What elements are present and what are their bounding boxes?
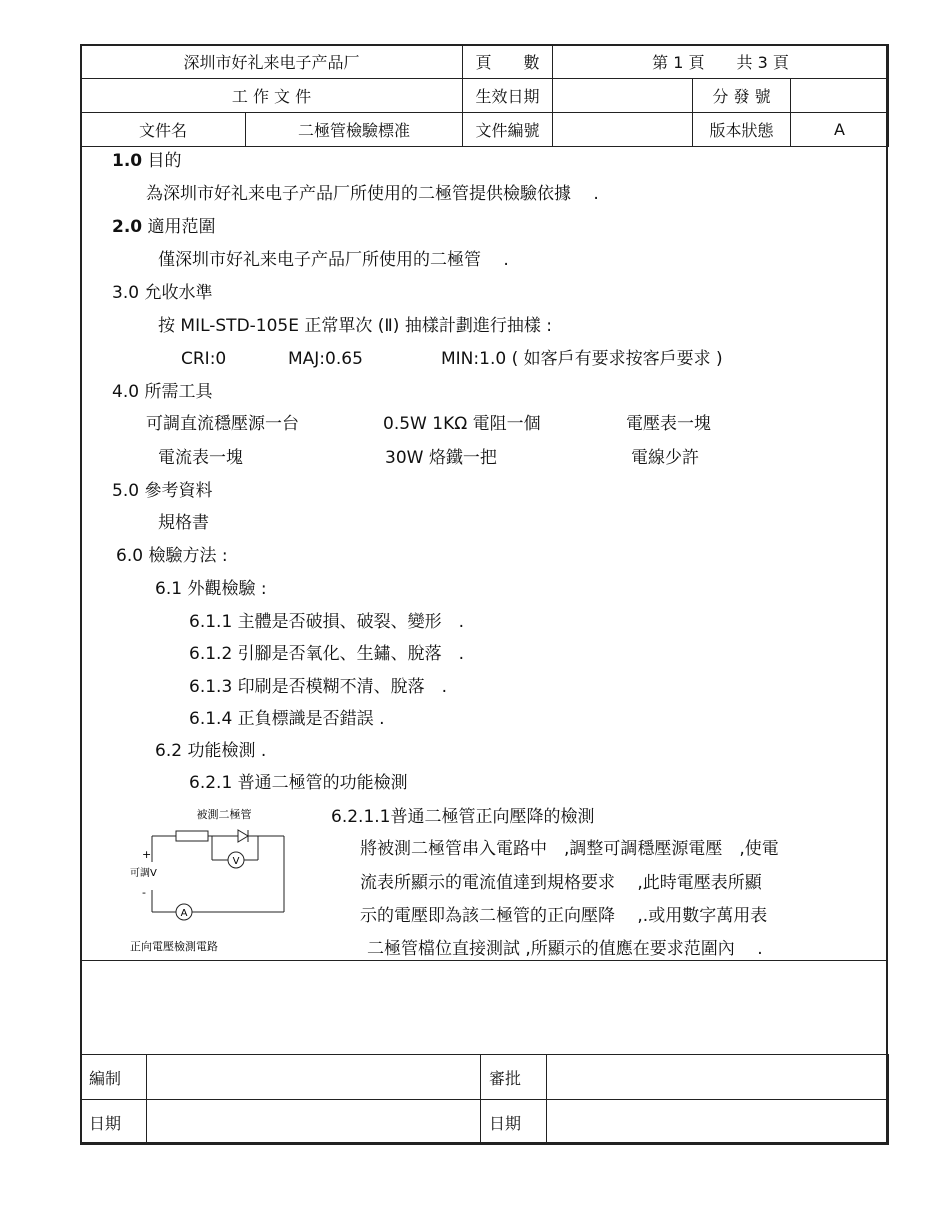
procedure-line: 二極管檔位直接測試 ,所顯示的值應在要求范圍內 .	[367, 939, 763, 959]
version-label: 版本狀態	[693, 113, 791, 147]
tool-item: 電流表一塊	[158, 448, 243, 468]
section-6-1-4: 6.1.4 正負標識是否錯誤 .	[189, 709, 385, 729]
tool-item: 電壓表一塊	[626, 414, 711, 434]
svg-text:A: A	[180, 908, 188, 919]
content-divider	[80, 960, 888, 961]
resistor-symbol	[176, 831, 208, 841]
procedure-line: 流表所顯示的電流值達到規格要求 ,此時電壓表所顯	[360, 873, 762, 893]
aql-min: MIN:1.0 ( 如客戶有要求按客戶要求 )	[441, 349, 723, 369]
section-5-heading: 5.0 參考資料	[112, 481, 213, 501]
company-name: 深圳市好礼来电子产品厂	[81, 45, 463, 79]
section-6-2-1: 6.2.1 普通二極管的功能檢測	[189, 773, 408, 793]
procedure-line: 將被測二極管串入電路中 ,調整可調穩壓源電壓 ,使電	[360, 839, 779, 859]
date1-value	[147, 1100, 481, 1145]
doc-type: 工 作 文 件	[81, 79, 463, 113]
prepared-value	[147, 1055, 481, 1100]
section-2-text: 僅深圳市好礼来电子产品厂所使用的二極管 .	[158, 250, 509, 270]
diode-symbol	[238, 830, 248, 842]
section-6-2-1-1: 6.2.1.1普通二極管正向壓降的檢測	[331, 807, 595, 827]
prepared-label: 編制	[81, 1055, 147, 1100]
forward-voltage-circuit-diagram	[128, 802, 318, 957]
section-1-text: 為深圳市好礼来电子产品厂所使用的二極管提供檢驗依據 .	[146, 184, 599, 204]
section-6-1-2: 6.1.2 引腳是否氧化、生鏽、脫落 .	[189, 644, 465, 664]
approved-value	[547, 1055, 889, 1100]
section-3-text: 按 MIL-STD-105E 正常單次 (Ⅱ) 抽樣計劃進行抽樣 :	[158, 316, 552, 336]
date1-label: 日期	[81, 1100, 147, 1145]
dist-no-label: 分 發 號	[693, 79, 791, 113]
circuit-caption: 正向電壓檢測電路	[130, 940, 218, 953]
version-value: A	[791, 113, 889, 147]
pages-label: 頁 數	[463, 45, 553, 79]
footer-table	[80, 1054, 889, 1145]
file-no-value	[553, 113, 693, 147]
section-4-heading: 4.0 所需工具	[112, 382, 213, 402]
section-6-1-1: 6.1.1 主體是否破損、破裂、變形 .	[189, 612, 465, 632]
aql-cri: CRI:0	[181, 349, 227, 369]
section-6-heading: 6.0 檢驗方法 :	[116, 546, 228, 566]
plus-sign: +	[142, 848, 152, 861]
dist-no-value	[791, 79, 889, 113]
aql-maj: MAJ:0.65	[288, 349, 363, 369]
source-label: 可調V	[130, 868, 157, 879]
minus-sign: -	[142, 886, 146, 899]
pages-value: 第 1 頁 共 3 頁	[553, 45, 889, 79]
effective-date-value	[553, 79, 693, 113]
section-2-heading: 2.0 適用范圍	[112, 217, 216, 237]
tool-item: 30W 烙鐵一把	[385, 448, 497, 468]
procedure-line: 示的電壓即為該二極管的正向壓降 ,.或用數字萬用表	[360, 906, 768, 926]
tool-item: 可調直流穩壓源一台	[146, 414, 299, 434]
date2-label: 日期	[481, 1100, 547, 1145]
effective-date-label: 生效日期	[463, 79, 553, 113]
svg-text:V: V	[232, 856, 240, 867]
section-6-2: 6.2 功能檢測 .	[155, 741, 267, 761]
section-6-1: 6.1 外觀檢驗 :	[155, 579, 267, 599]
section-1-heading: 1.0 目的	[112, 151, 182, 171]
section-5-text: 規格書	[158, 513, 209, 533]
file-no-label: 文件編號	[463, 113, 553, 147]
section-6-1-3: 6.1.3 印刷是否模糊不清、脫落 .	[189, 677, 448, 697]
date2-value	[547, 1100, 889, 1145]
approved-label: 審批	[481, 1055, 547, 1100]
file-name-value: 二極管檢驗標准	[246, 113, 463, 147]
file-name-label: 文件名	[81, 113, 246, 147]
dut-label: 被測二極管	[196, 808, 252, 821]
section-3-heading: 3.0 允收水準	[112, 283, 213, 303]
tool-item: 0.5W 1KΩ 電阻一個	[383, 414, 541, 434]
tool-item: 電線少許	[631, 448, 699, 468]
header-table	[80, 44, 889, 147]
